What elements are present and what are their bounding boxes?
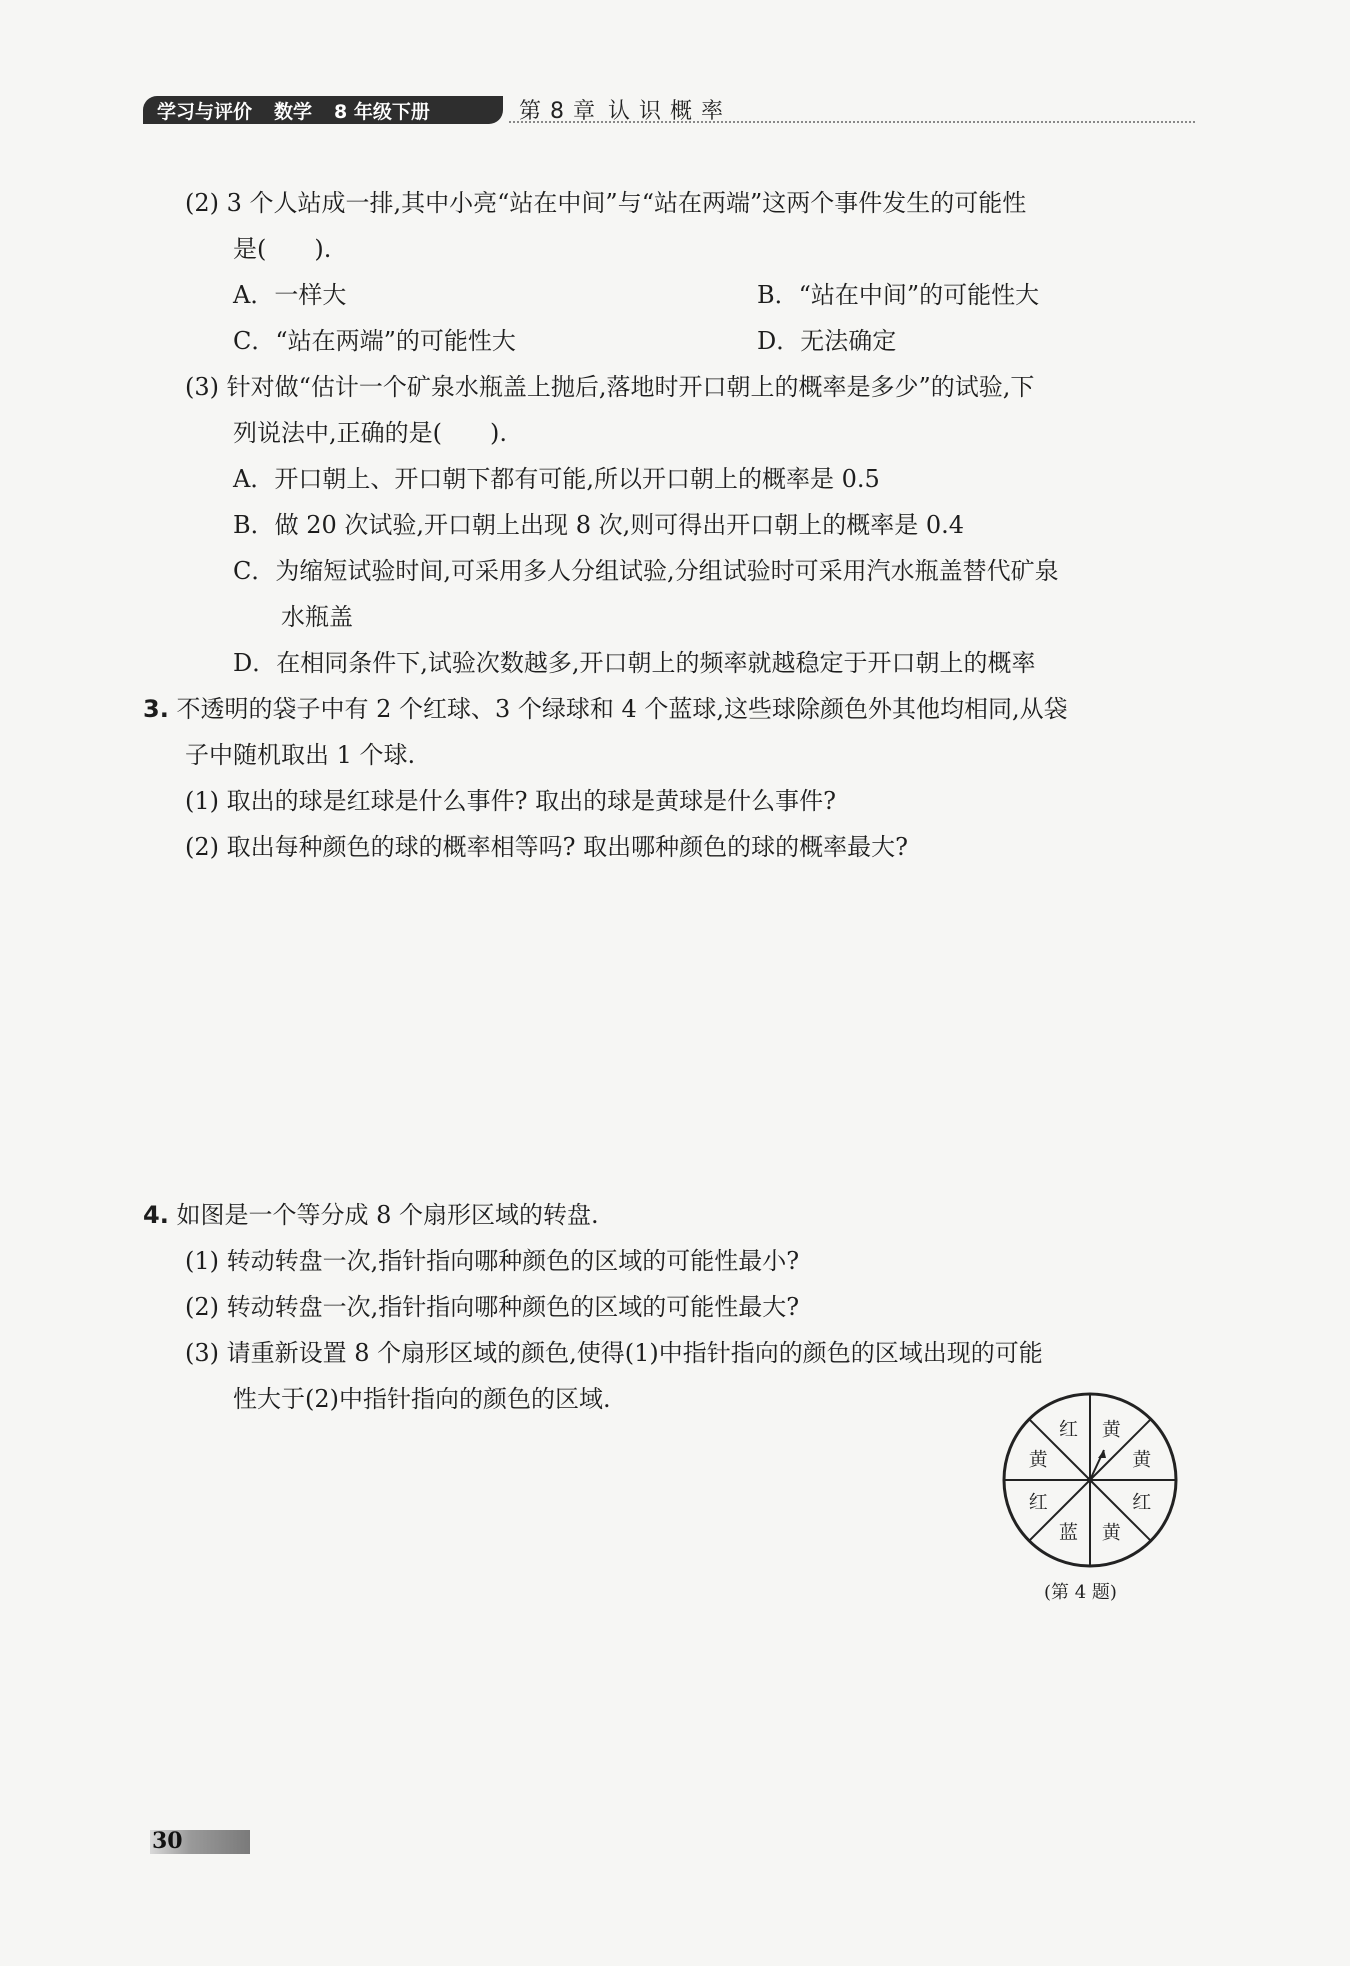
q3-number: 3. xyxy=(143,695,169,723)
page-content xyxy=(143,180,1203,1422)
q3-part-1: (1) 取出的球是红球是什么事件? 取出的球是黄球是什么事件? xyxy=(185,787,836,815)
wheel-sector-label: 黄 xyxy=(1132,1448,1152,1471)
q2-p3-option-a: A．开口朝上、开口朝下都有可能,所以开口朝上的概率是 0.5 xyxy=(233,465,880,493)
q2-p3-option-c-1: C．为缩短试验时间,可采用多人分组试验,分组试验时可采用汽水瓶盖替代矿泉 xyxy=(233,557,1059,585)
answer-space xyxy=(143,870,1203,1192)
q3-stem-2: 子中随机取出 1 个球. xyxy=(185,741,416,769)
wheel-sector-label: 黄 xyxy=(1101,1418,1121,1441)
q2-p2-stem-1: (2) 3 个人站成一排,其中小亮“站在中间”与“站在两端”这两个事件发生的可能性 xyxy=(185,189,1027,217)
q2-p2-option-d: D．无法确定 xyxy=(757,327,897,355)
q2-p2-option-a: A．一样大 xyxy=(233,281,347,309)
q3-stem-text-1: 不透明的袋子中有 2 个红球、3 个绿球和 4 个蓝球,这些球除颜色外其他均相同,从袋 xyxy=(176,695,1068,723)
header-dotted-rule xyxy=(509,121,1195,123)
page-number: 30 xyxy=(152,1828,183,1854)
figure-caption: (第 4 题) xyxy=(1044,1582,1117,1603)
grade-name: 8 年级下册 xyxy=(334,100,430,123)
wheel-sector-label: 黄 xyxy=(1101,1521,1121,1544)
q4-part-1: (1) 转动转盘一次,指针指向哪种颜色的区域的可能性最小? xyxy=(185,1247,800,1275)
spinner-figure xyxy=(1000,1390,1180,1574)
q4-part-2: (2) 转动转盘一次,指针指向哪种颜色的区域的可能性最大? xyxy=(185,1293,800,1321)
q2-p2-stem-2: 是( ). xyxy=(233,235,332,263)
q2-p3-stem-1: (3) 针对做“估计一个矿泉水瓶盖上抛后,落地时开口朝上的概率是多少”的试验,下 xyxy=(185,373,1035,401)
q2-p3-option-b: B．做 20 次试验,开口朝上出现 8 次,则可得出开口朝上的概率是 0.4 xyxy=(233,511,965,539)
q4-stem xyxy=(143,1192,1203,1238)
q2-p3-stem-2: 列说法中,正确的是( ). xyxy=(233,419,507,447)
q2-p3-option-d: D．在相同条件下,试验次数越多,开口朝上的频率就越稳定于开口朝上的概率 xyxy=(233,649,1036,677)
wheel-sector-label: 黄 xyxy=(1028,1448,1048,1471)
q2-p2-options-cd xyxy=(143,318,1203,364)
spinner-wheel xyxy=(1000,1390,1180,1570)
q2-p2-option-c: C．“站在两端”的可能性大 xyxy=(233,327,516,355)
wheel-sector-label: 蓝 xyxy=(1059,1521,1079,1544)
wheel-sector-label: 红 xyxy=(1059,1418,1079,1441)
q2-p2-option-b: B．“站在中间”的可能性大 xyxy=(757,281,1040,309)
subject-name: 数学 xyxy=(274,100,313,123)
q4-part-3-2: 性大于(2)中指针指向的颜色的区域. xyxy=(233,1385,611,1413)
book-title-band xyxy=(143,96,503,124)
book-name: 学习与评价 xyxy=(157,100,253,123)
q4-part-3-1: (3) 请重新设置 8 个扇形区域的颜色,使得(1)中指针指向的颜色的区域出现的可能 xyxy=(185,1339,1043,1367)
page-header xyxy=(143,94,1195,128)
q4-number: 4. xyxy=(143,1201,169,1229)
chapter-title: 认 识 概 率 xyxy=(607,99,724,124)
q4-stem-text: 如图是一个等分成 8 个扇形区域的转盘. xyxy=(176,1201,599,1229)
q3-stem-1 xyxy=(143,686,1203,732)
chapter-number: 第 8 章 xyxy=(519,99,596,124)
q2-p3-option-c-2: 水瓶盖 xyxy=(281,603,353,631)
q2-p2-options-ab xyxy=(143,272,1203,318)
wheel-sector-label: 红 xyxy=(1028,1491,1048,1514)
wheel-sector-label: 红 xyxy=(1132,1491,1152,1514)
wheel-center xyxy=(1087,1477,1093,1483)
q3-part-2: (2) 取出每种颜色的球的概率相等吗? 取出哪种颜色的球的概率最大? xyxy=(185,833,908,861)
